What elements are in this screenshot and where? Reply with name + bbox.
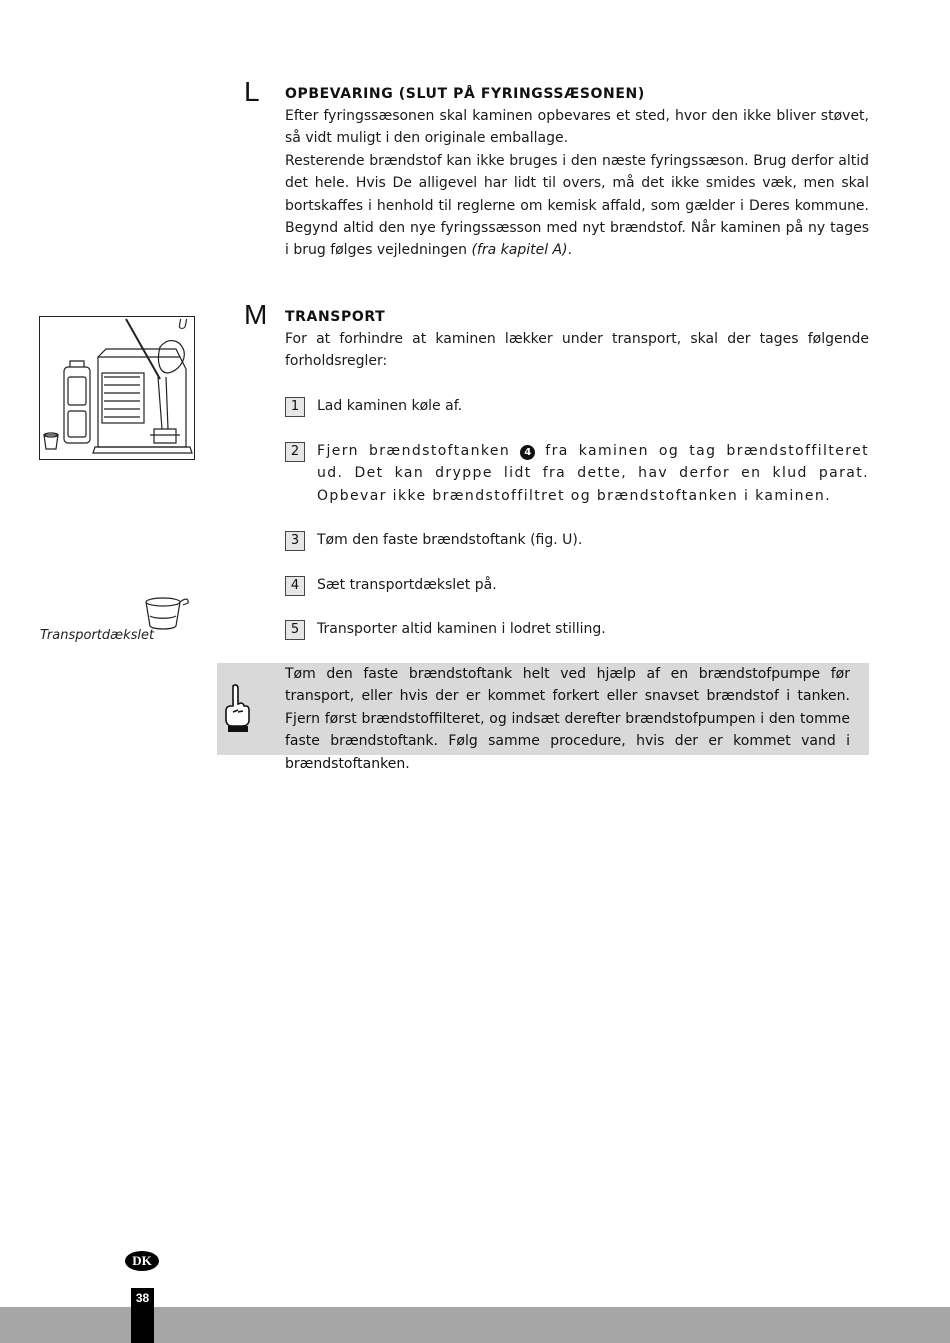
storage-paragraph-2-text: Resterende brændstof kan ikke bruges i den næste fyringssæson. Brug derfor altid det hele. Hvis De alligevel har lidt til overs, må det ikke smides væk, men skal bortskaffes i henhold til reglerne om kemisk affald, som gælder i Deres kommune. Begynd altid den nye fyringssæsson med nyt brændstof. Når kaminen på ny tages i brug følges vejledningen [285,152,869,259]
section-title-storage: OPBEVARING (SLUT PÅ FYRINGSSÆSONEN) [285,86,645,102]
storage-paragraph-2 [285,150,869,262]
section-letter-l: L [244,76,260,107]
step-text-5: Transporter altid kaminen i lodret stilling. [317,621,606,637]
transport-cap-caption: Transportdækslet [40,628,155,643]
section-title-transport: TRANSPORT [285,309,386,325]
heater-drawing [40,317,193,458]
storage-paragraph-1: Efter fyringssæsonen skal kaminen opbevares et sted, hvor den ikke bliver støvet, så vidt muligt i den originale emballage. [285,108,869,147]
warning-note-text: Tøm den faste brændstoftank helt ved hjælp af en brændstofpumpe før transport, eller hvis der er kommet forkert eller snavset brændstof i tanken. Fjern først brændstoffilteret, og indsæt derefter brændstofpumpen i den tomme faste brændstoftank. Følg samme procedure, hvis der er kommet vand i brændstoftanken. [285,666,850,772]
step-text-1: Lad kaminen køle af. [317,398,463,414]
chapter-reference: (fra kapitel A) [471,242,568,259]
language-badge: DK [125,1251,159,1271]
page-number: 38 [135,1291,150,1305]
step-number-4: 4 [285,576,305,596]
storage-paragraph-2-end: . [567,242,573,259]
transport-intro: For at forhindre at kaminen lækker under transport, skal der tages følgende forholdsregler: [285,331,869,370]
section-letter-m: M [244,299,268,330]
step-2-text-before: Fjern brændstoftanken [317,443,521,459]
step-text-2 [317,440,869,507]
figure-u-heater-illustration [39,316,195,460]
figure-label-u: U [178,318,188,333]
step-text-4: Sæt transportdækslet på. [317,577,497,593]
step-2-text-after: fra kaminen og tag brændstoffilteret ud. Det kan dryppe lidt fra dette, hav derfor en klud parat. Opbevar ikke brændstoffiltret og brændstoftanken i kaminen. [317,443,869,504]
step-number-3: 3 [285,531,305,551]
step-number-5: 5 [285,620,305,640]
component-number-badge: 4 [520,445,535,460]
pointing-hand-icon [224,684,250,738]
step-text-3: Tøm den faste brændstoftank (fig. U). [317,532,583,548]
step-number-2: 2 [285,442,305,462]
step-number-1: 1 [285,397,305,417]
storage-text [285,105,869,262]
